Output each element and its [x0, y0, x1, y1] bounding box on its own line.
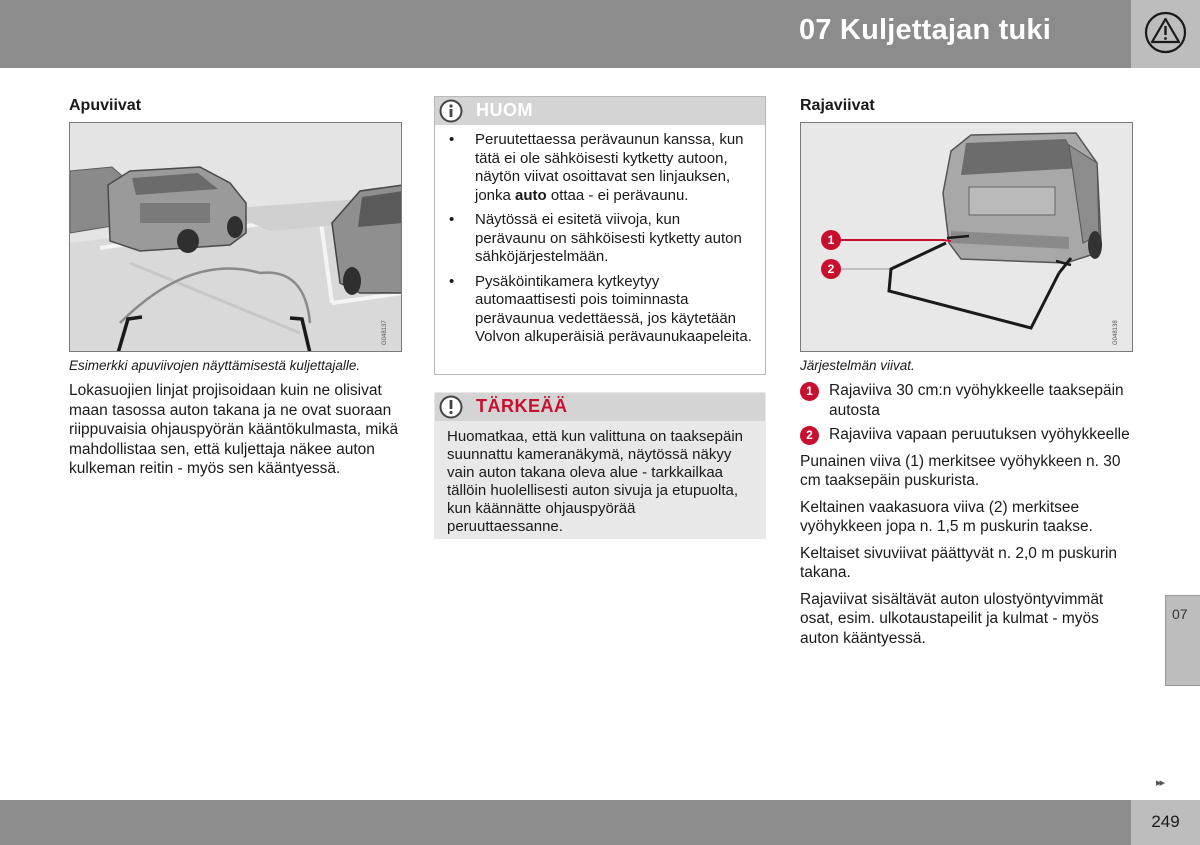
- list-item-text: Rajaviiva vapaan peruutuksen vyöhykkeelle: [829, 426, 1130, 443]
- page-number: 249: [1151, 812, 1180, 831]
- chapter-tab-label: 07: [1172, 606, 1188, 622]
- figure-code: G048137: [382, 320, 388, 345]
- figure-caption: Esimerkki apuviivojen näyttämisestä kuljettajalle.: [69, 358, 361, 373]
- parking-camera-illustration: [70, 123, 402, 352]
- warning-triangle-icon: [1144, 11, 1187, 54]
- column-rajaviivat: [800, 97, 1133, 648]
- header-bar: [0, 0, 1131, 68]
- footer-bar: [0, 800, 1131, 845]
- note-text: ottaa - ei perävaunu.: [546, 186, 689, 204]
- svg-text:2: 2: [827, 262, 835, 276]
- section-heading-rajaviivat: Rajaviivat: [800, 97, 875, 114]
- footer-page-box: [1131, 800, 1200, 845]
- header-icon-box: [1131, 0, 1200, 68]
- body-paragraph: Punainen viiva (1) merkitsee vyöhykkeen n. 30 cm taaksepäin puskurista.: [800, 452, 1121, 489]
- body-paragraph: Lokasuojien linjat projisoidaan kuin ne olisivat maan tasossa auton takana ja ne ovat suoraan riippuvaisia ohjauspyörän kääntökulmasta, mikä mahdollistaa sen, että kuljettaja näkee auton kulkeman reitin - myös sen kääntyessä.: [69, 382, 399, 477]
- column-apuviivat: [69, 97, 402, 479]
- chapter-title: 07 Kuljettajan tuki: [799, 14, 1051, 46]
- list-item: [475, 131, 753, 205]
- important-exclamation-icon: [438, 395, 464, 419]
- body-paragraph: Keltaiset sivuviivat päättyvät n. 2,0 m puskurin takana.: [800, 544, 1118, 581]
- info-icon: [438, 99, 464, 123]
- car-boundary-illustration: [801, 123, 1133, 352]
- figure-caption: Järjestelmän viivat.: [800, 358, 915, 373]
- list-item-text: Rajaviiva 30 cm:n vyöhykkeelle taaksepäin autosta: [829, 382, 1124, 419]
- chapter-side-tab[interactable]: [1165, 595, 1200, 686]
- figure-boundary-lines: [800, 122, 1133, 352]
- note-box: [434, 96, 766, 375]
- list-item: [800, 425, 1133, 445]
- figure-code: G048138: [1113, 320, 1119, 345]
- note-label: HUOM: [476, 100, 533, 120]
- section-heading-apuviivat: Apuviivat: [69, 97, 142, 114]
- number-badge: 1: [800, 382, 819, 401]
- important-header: [435, 393, 765, 421]
- list-item: • Näytössä ei esitetä viivoja, kun perävaunu on sähköisesti kytketty auton sähköjärjestelmään.: [475, 211, 753, 267]
- list-item: • Pysäköintikamera kytkeytyy automaattisesti pois toiminnasta perävaunua vedettäessä, jos käytetään Volvon alkuperäisiä perävaunukaapeleita.: [475, 273, 753, 347]
- figure-guide-lines: [69, 122, 402, 352]
- list-item: [800, 381, 1133, 420]
- body-paragraph: Keltainen vaakasuora viiva (2) merkitsee vyöhykkeen jopa n. 1,5 m puskurin taakse.: [800, 498, 1093, 535]
- number-badge: 2: [800, 426, 819, 445]
- body-paragraph: Rajaviivat sisältävät auton ulostyöntyvimmät osat, esim. ulkotaustapeilit ja kulmat - myös auton kääntyessä.: [800, 590, 1104, 647]
- svg-text:1: 1: [827, 233, 835, 247]
- numbered-list: [800, 381, 1133, 445]
- note-text: Peruutettaessa perävaunun kanssa, kun tätä ei ole sähköisesti kytketty autoon, näytön viivat osoittavat sen linjauksen, jonka: [475, 131, 744, 204]
- important-box: [434, 392, 766, 539]
- important-text: Huomatkaa, että kun valittuna on taaksepäin suunnattu kameranäkymä, näytössä näkyy vain auton takana oleva alue - tarkkailkaa tällöin huolellisesti auton sivuja ja etupuolta, kun käännätte ohjauspyörää peruuttaessanne.: [447, 428, 744, 535]
- note-header: [435, 97, 765, 125]
- note-list: [435, 125, 765, 347]
- double-arrow-right-icon[interactable]: ▸▸: [1156, 777, 1164, 789]
- note-bold-text: auto: [515, 186, 547, 204]
- important-label: TÄRKEÄÄ: [476, 396, 568, 416]
